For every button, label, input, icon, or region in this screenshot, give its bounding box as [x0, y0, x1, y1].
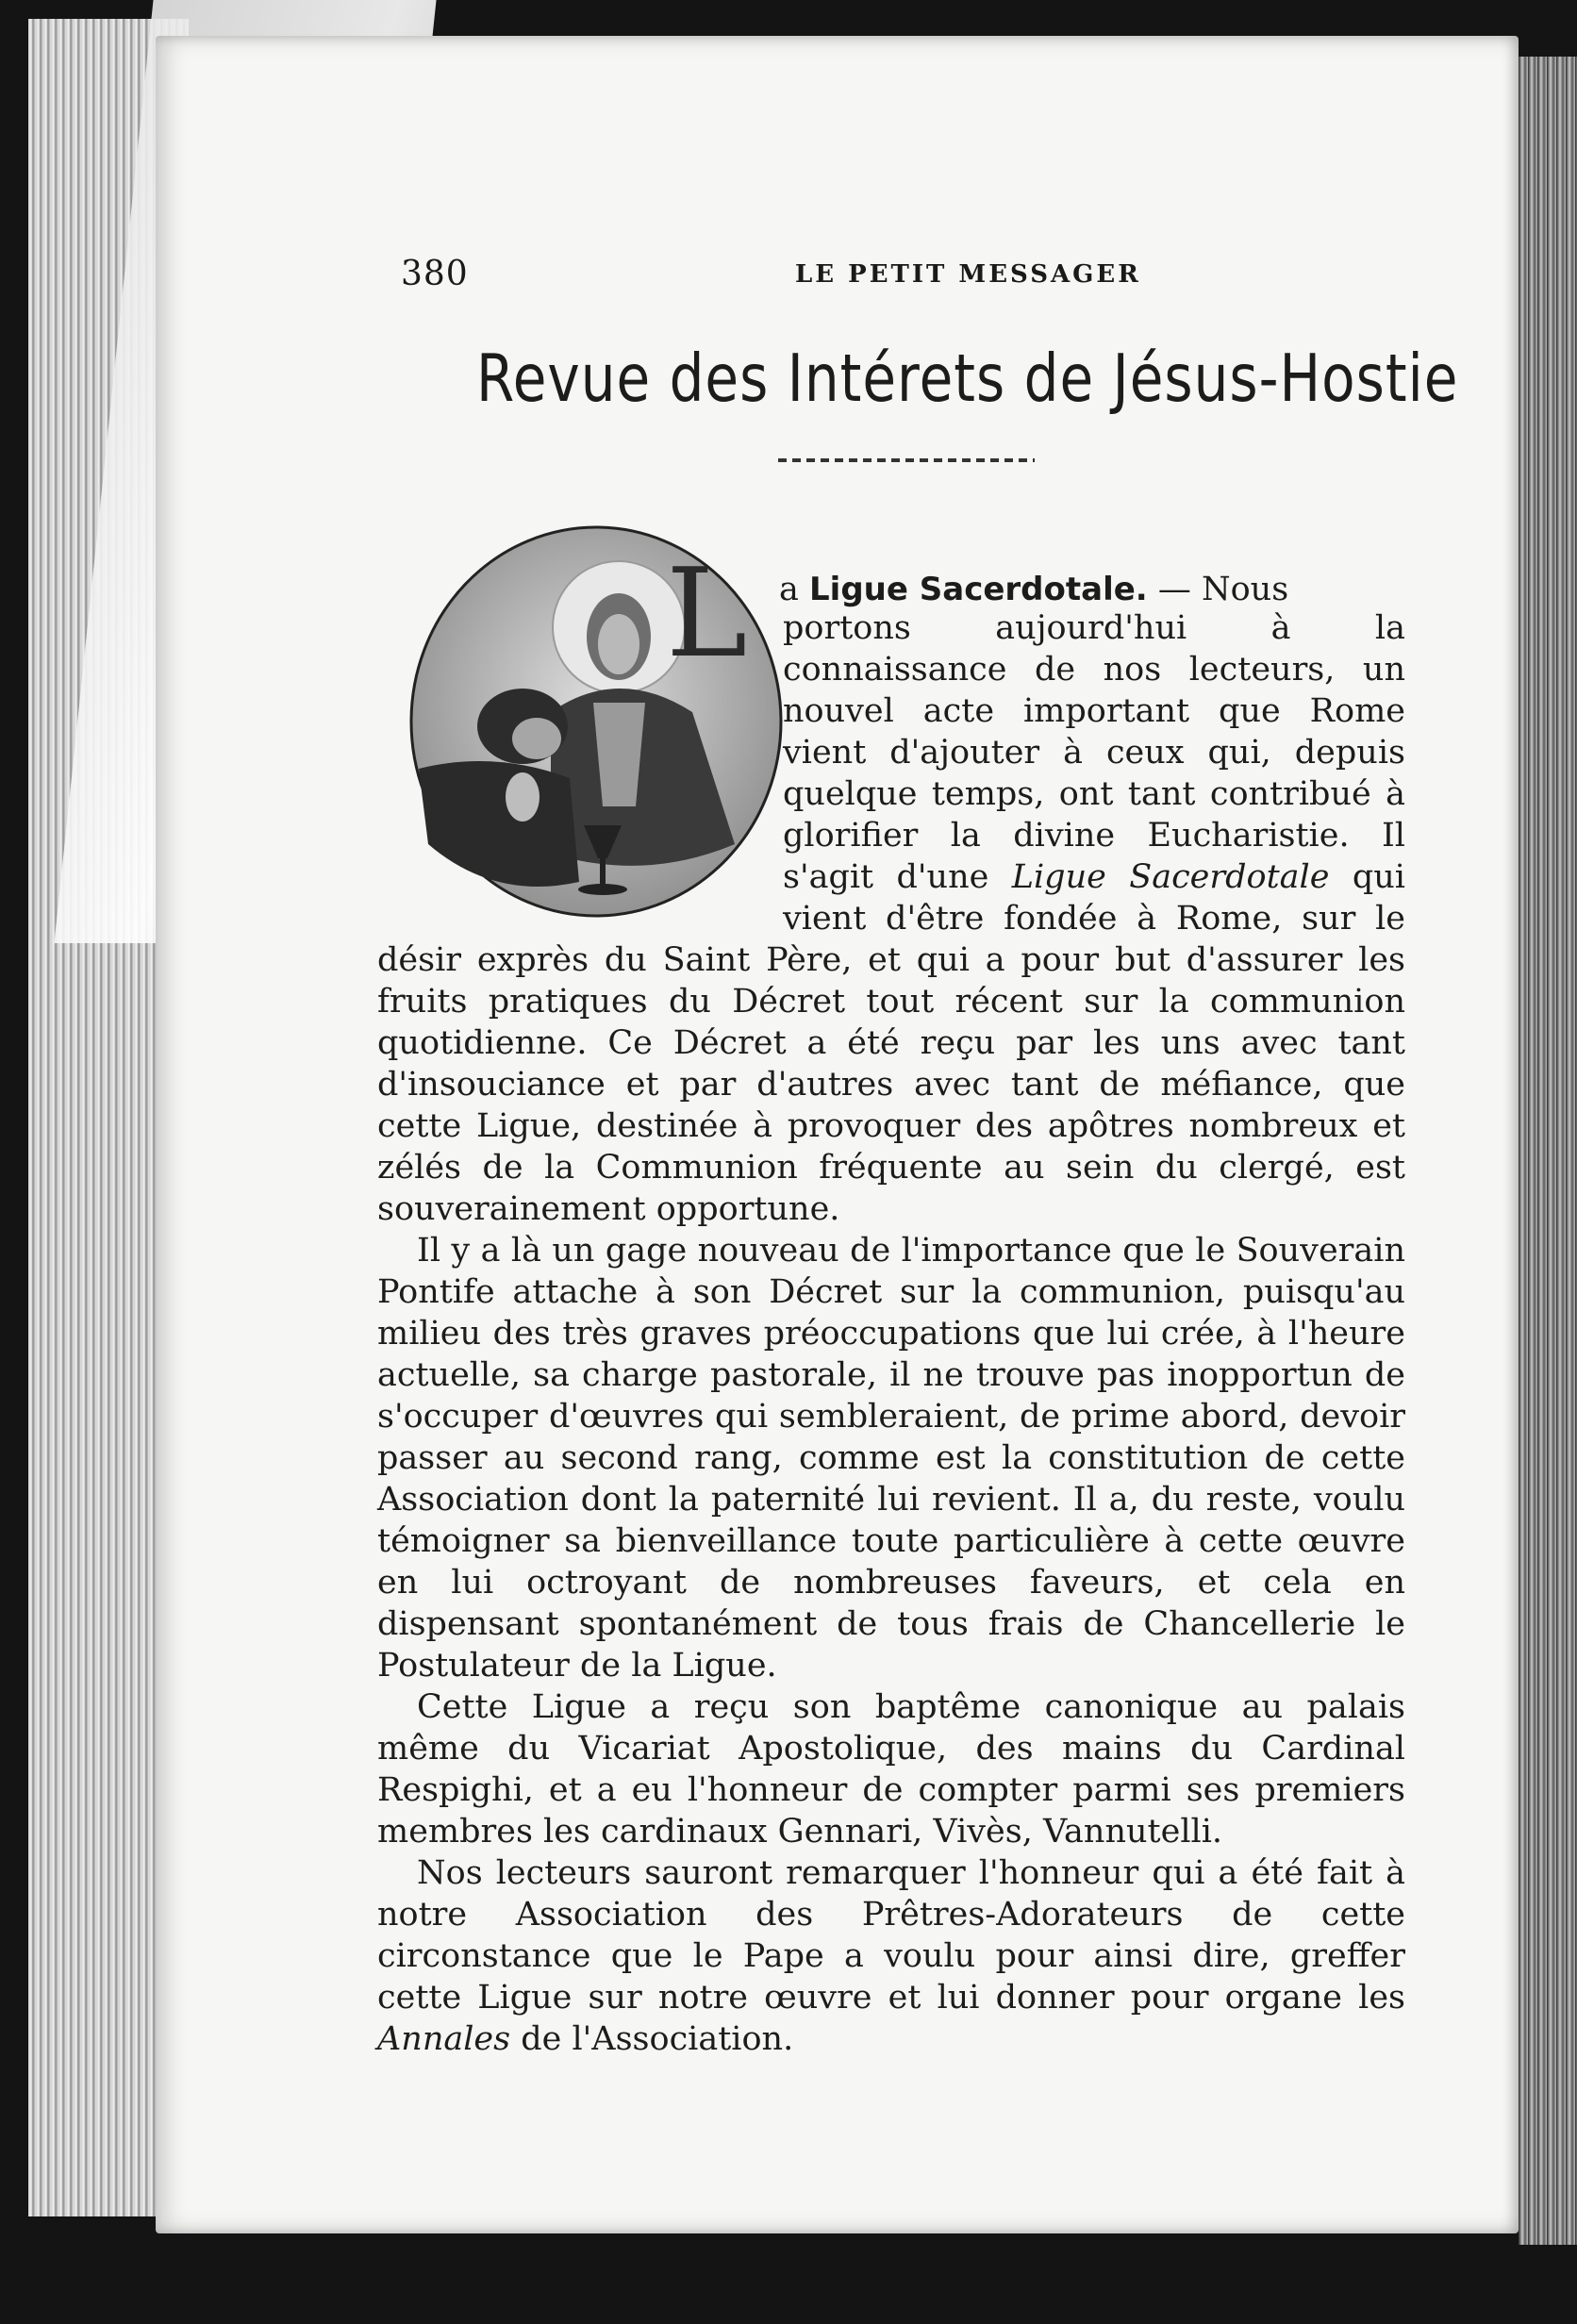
- lead-after: — Nous: [1157, 571, 1289, 608]
- paragraph-2: Il y a là un gage nouveau de l'importance que le Souverain Pontife attache à son Décret sur la communion, puisqu'au milieu des très graves préoccupations que lui crée, à l'heure actuelle, sa charge pastorale, il ne trouve pas inopportun de s'occuper d'œuvres qui sembleraient, de prime abord, devoir passer au second rang, comme est la constitution de cette Association dont la paternité lui revient. Il a, du reste, voulu témoigner sa bienveillance toute particulière à cette œuvre en lui octroyant de nombreuses faveurs, et cela en dispensant spontanément de tous frais de Chancellerie le Postulateur de la Ligue.: [377, 1232, 1405, 1685]
- article-body: [377, 566, 1405, 2060]
- paragraph-4-italic: Annales: [377, 2020, 511, 2058]
- paragraph-1-part-a: portons aujourd'hui à la connaissance de nos lecteurs, un nouvel acte important que Rome vient d'ajouter à ceux qui, depuis quelque temps, ont tant contribué à glorifier la divine Eucharistie. Il s'agit d'une: [783, 609, 1405, 896]
- running-title: LE PETIT MESSAGER: [795, 260, 1141, 289]
- paragraph-4-part-a: Nos lecteurs sauront remarquer l'honneur qui a été fait à notre Association des Prêtres-Adorateurs de cette circonstance que le Pape a voulu pour ainsi dire, greffer cette Ligue sur notre œuvre et lui donner pour organe les: [377, 1854, 1405, 2017]
- paragraph-4: [377, 1852, 1405, 2060]
- dropcap-letter: L: [666, 541, 748, 685]
- book-right-edge: [1519, 57, 1577, 2245]
- lead-first-letter: a: [779, 571, 799, 608]
- paragraph-1-part-b: qui vient d'être fondée à Rome, sur le désir exprès du Saint Père, et qui a pour but d'assurer les fruits pratiques du Décret tout récent sur la communion quotidienne. Ce Décret a été reçu par les uns avec tant d'insouciance et par d'autres avec tant de méfiance, que cette Ligue, destinée à provoquer des apôtres nombreux et zélés de la Communion fréquente au sein du clergé, est souverainement opportune.: [377, 858, 1405, 1228]
- paragraph-1-italic: Ligue Sacerdotale: [1011, 858, 1330, 896]
- page-number: 380: [401, 255, 469, 293]
- paragraph-3: Cette Ligue a reçu son baptême canonique au palais même du Vicariat Apostolique, des mains du Cardinal Respighi, et a eu l'honneur de compter parmi ses premiers membres les cardinaux Gennari, Vivès, Vannutelli.: [377, 1688, 1405, 1851]
- illustration-spacer: [377, 566, 783, 922]
- section-title: Revue des Intérets de Jésus-Hostie: [476, 340, 1459, 417]
- running-head: [401, 255, 1438, 302]
- lead-heading: Ligue Sacerdotale.: [809, 571, 1148, 608]
- paragraph-4-part-b: de l'Association.: [521, 2020, 794, 2058]
- title-divider: [778, 458, 1035, 462]
